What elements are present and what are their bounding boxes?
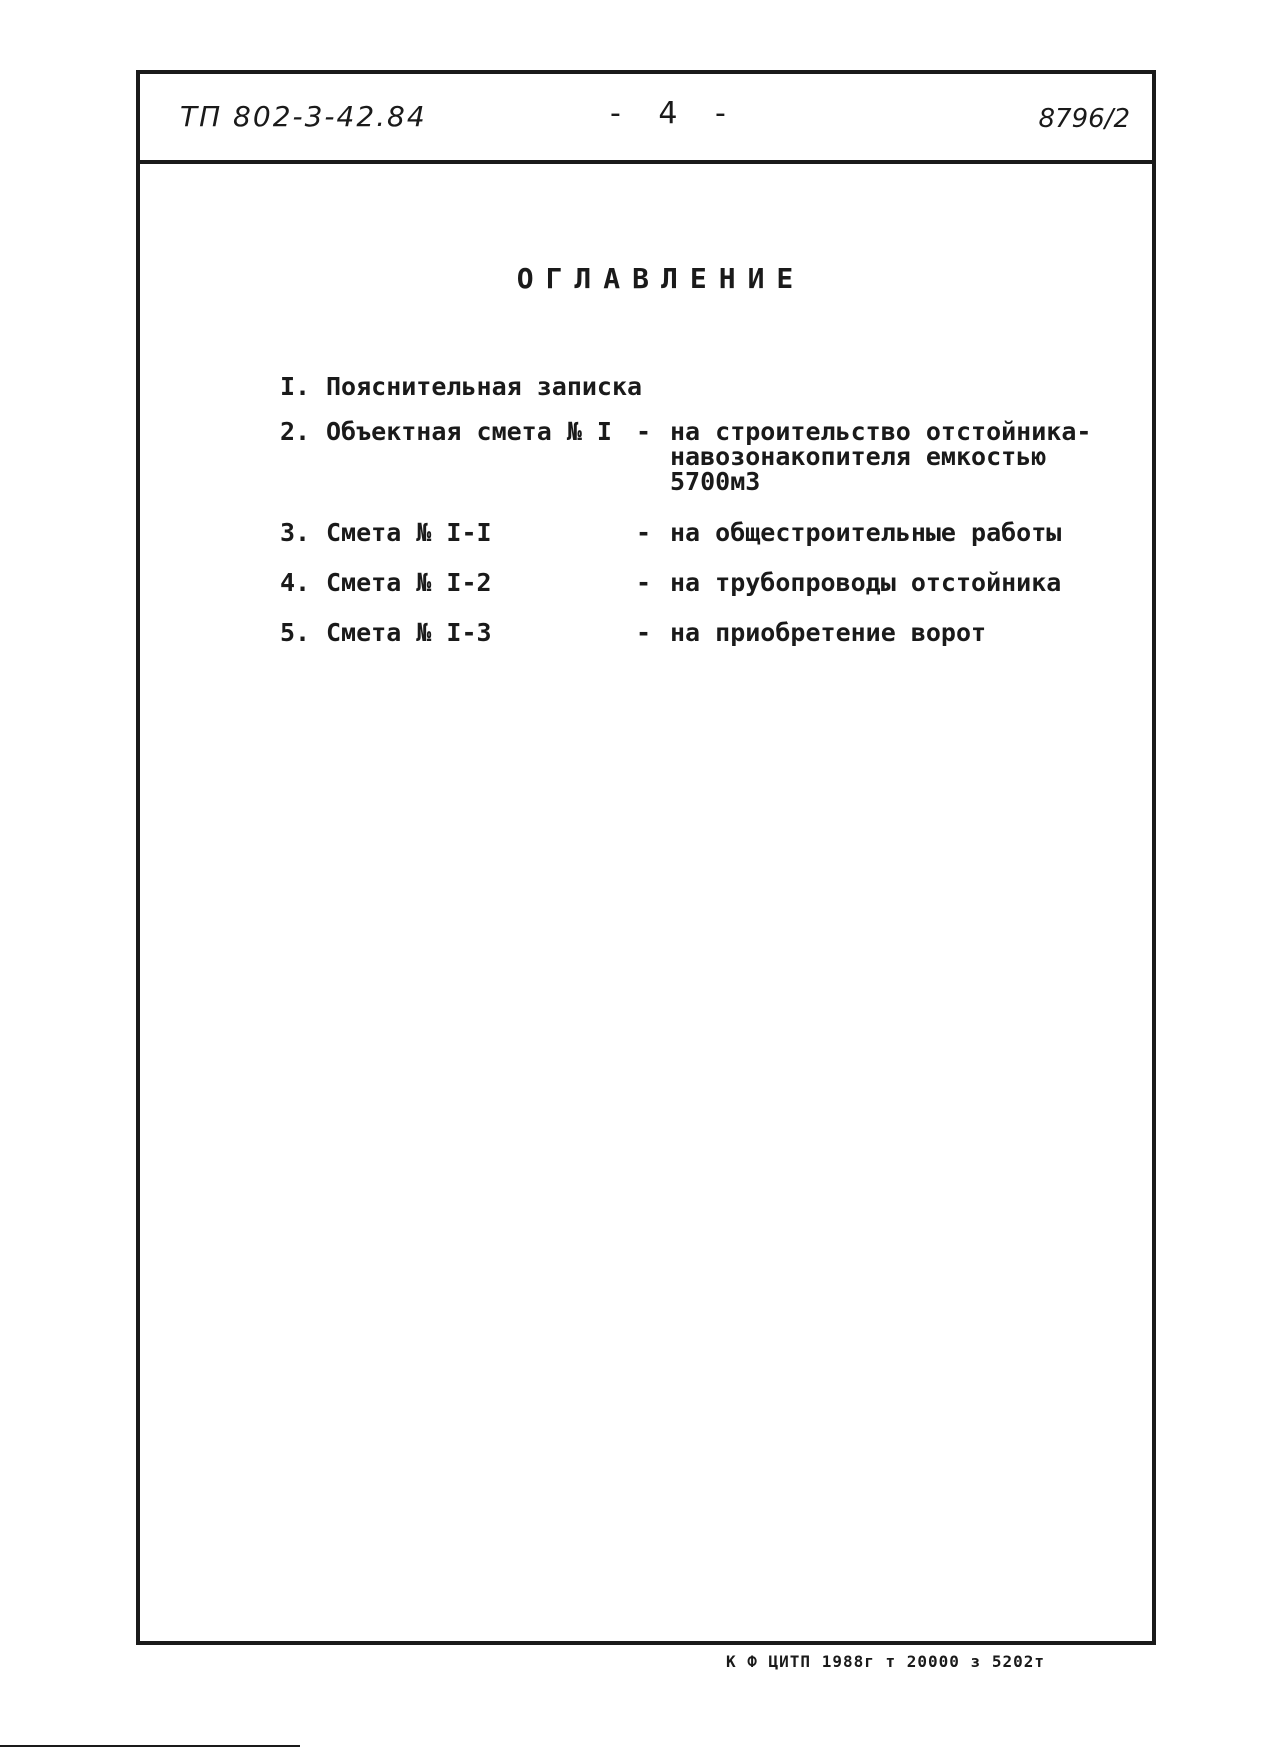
toc-item-description: на общестроительные работы xyxy=(670,518,1062,547)
toc-item-name: Смета № I-2 xyxy=(326,568,492,597)
toc-item xyxy=(280,374,1140,399)
toc-item-description: на строительство отстойника-навозонакопителя емкостью 5700м3 xyxy=(670,417,1092,496)
toc-item-name: Объектная смета № I xyxy=(326,417,612,446)
toc-item-description: на трубопроводы отстойника xyxy=(670,568,1062,597)
toc-item-number: 3. xyxy=(280,518,311,547)
toc-item-name: Смета № I-I xyxy=(326,518,492,547)
toc-item-description: на приобретение ворот xyxy=(670,618,987,647)
page-title: ОГЛАВЛЕНИЕ xyxy=(516,262,806,295)
header-stamp xyxy=(140,74,1152,164)
toc-item xyxy=(280,620,1140,645)
toc-item xyxy=(280,520,1140,545)
document-frame xyxy=(136,70,1156,1645)
toc-item xyxy=(280,419,1140,494)
toc-item xyxy=(280,570,1140,595)
toc-item-name: Смета № I-3 xyxy=(326,618,492,647)
toc-item-dash: - xyxy=(636,568,652,597)
toc-item-dash: - xyxy=(636,518,652,547)
toc-item-number: 4. xyxy=(280,568,311,597)
toc-item-name: Пояснительная записка xyxy=(326,372,643,401)
toc-item-number: 2. xyxy=(280,417,311,446)
toc-item-number: I. xyxy=(280,372,311,401)
page-number: - 4 - xyxy=(610,96,740,131)
sheet-id: 8796/2 xyxy=(1038,104,1130,134)
document-code: ТП 802-3-42.84 xyxy=(180,100,427,133)
scan-edge-line xyxy=(0,1745,300,1747)
print-imprint: К Ф ЦИТП 1988г т 20000 з 5202т xyxy=(726,1652,1045,1671)
toc-item-number: 5. xyxy=(280,618,311,647)
table-of-contents xyxy=(280,374,1140,645)
toc-item-dash: - xyxy=(636,417,652,446)
toc-item-dash: - xyxy=(636,618,652,647)
